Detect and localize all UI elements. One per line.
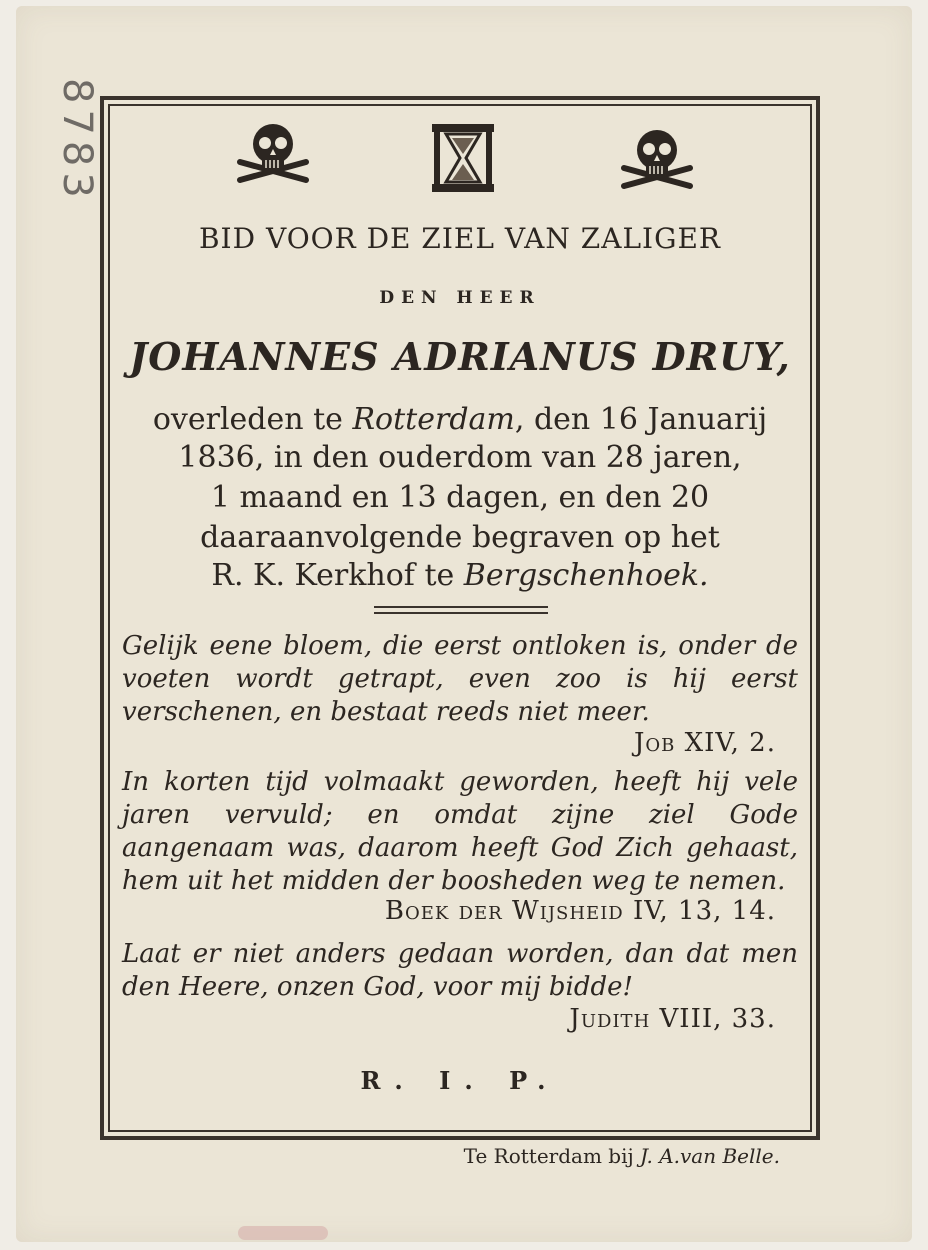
verse-reference: Judith VIII, 33. [569,1004,776,1034]
body-line: daaraanvolgende begraven op het [200,520,720,555]
place-of-death: Rotterdam [352,402,515,437]
burial-place: Bergschenhoek. [463,558,709,593]
deceased-name: JOHANNES ADRIANUS DRUY, [129,334,791,379]
body-line: 1 maand en 13 dagen, en den 20 [210,480,710,515]
prayer-heading: BID VOOR DE ZIEL VAN ZALIGER [198,222,721,255]
title-heading: DEN HEER [379,288,541,308]
verse-text: In korten tijd volmaakt geworden, heeft hij vele jaren vervuld; en omdat zijne ziel Gode aangenaam was, daarom heeft God Zich gehaast, hem uit het midden der boosheden weg te nemen. [122,767,798,896]
verse-text: Laat er niet anders gedaan worden, dan dat men den Heere, onzen God, voor mij bidde! [122,939,798,1002]
verse-reference: Job XIV, 2. [633,728,776,758]
catalog-number [0,78,100,138]
printer-name: J. A.van Belle. [640,1144,780,1168]
rip-closing: R. I. P. [360,1066,560,1095]
skull-crossbones-icon [616,124,698,200]
body-line: 1836, in den ouderdom van 28 jaren, [178,440,742,475]
verse-text: Gelijk eene bloem, die eerst ontloken is, onder de voeten wordt getrapt, even zoo is hij eerst verschenen, en bestaat reeds niet meer. [122,631,798,727]
printer-imprint: Te Rotterdam bij J. A.van Belle. [463,1144,780,1168]
divider-rule [374,606,548,614]
body-line: R. K. Kerkhof te Bergschenhoek. [211,558,709,593]
verse-reference: Boek der Wijsheid IV, 13, 14. [384,896,776,926]
body-line: overleden te Rotterdam, den 16 Januarij [152,402,768,437]
archive-stamp [238,1226,328,1240]
skull-crossbones-icon [232,118,314,194]
hourglass-icon [432,124,494,192]
